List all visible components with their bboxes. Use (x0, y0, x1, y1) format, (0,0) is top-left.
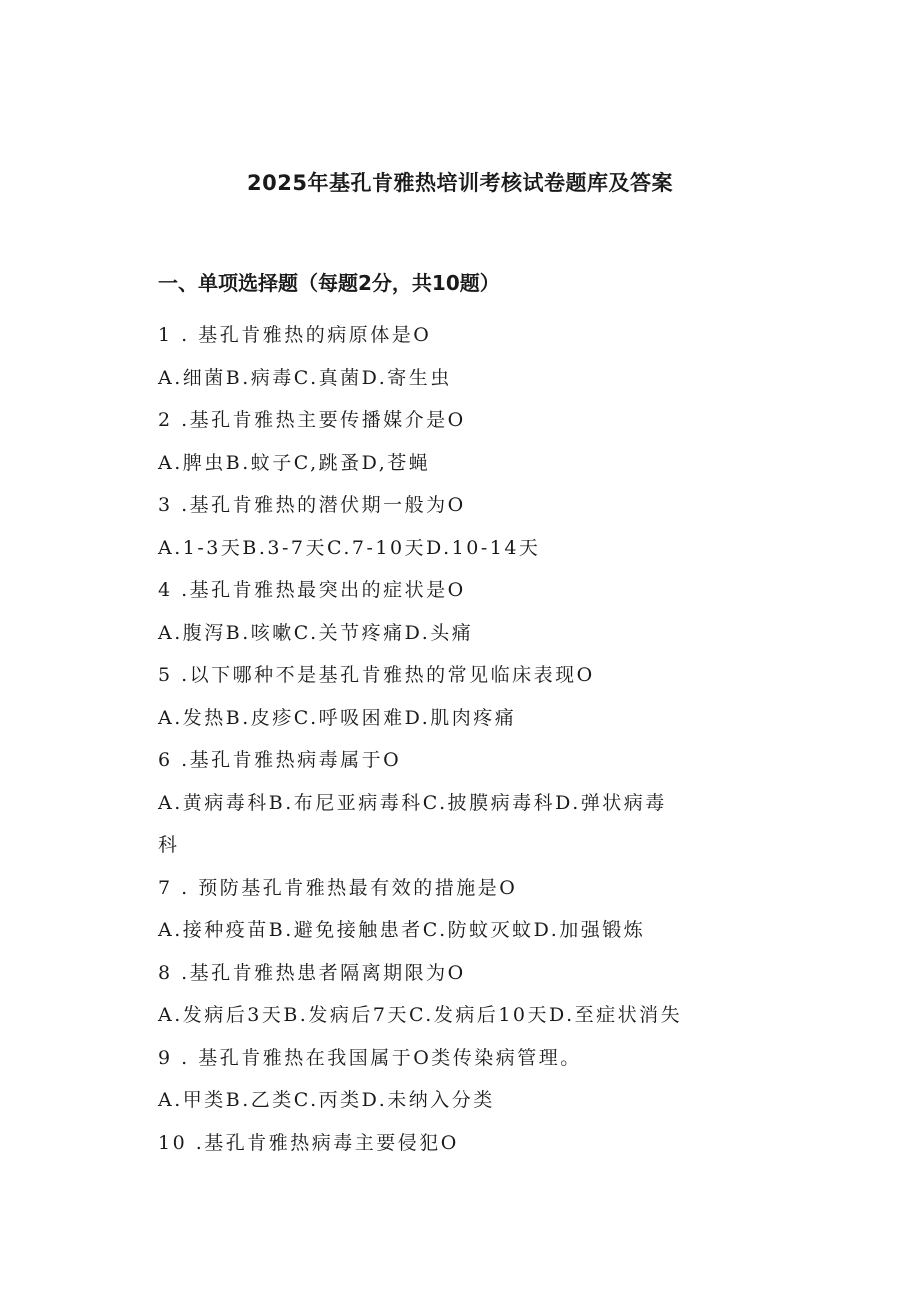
question-item (158, 569, 678, 654)
question-stem: 10 .基孔肯雅热病毒主要侵犯O (158, 1131, 459, 1154)
question-stem: 2 .基孔肯雅热主要传播媒介是O (158, 409, 466, 431)
question-options: A.发病后3天B.发病后7天C.发病后10天D.至症状消失 (158, 1004, 683, 1026)
question-list (158, 314, 683, 1164)
section-heading: 一、单项选择题（每题2分，共10题） (158, 271, 500, 295)
question-item (158, 1122, 678, 1165)
question-item (158, 654, 678, 739)
question-item (158, 1037, 678, 1122)
question-item (158, 952, 683, 1037)
question-item (158, 314, 678, 399)
question-options: A.甲类B.乙类C.丙类D.未纳入分类 (158, 1089, 495, 1111)
question-item (158, 484, 678, 569)
question-item (158, 739, 678, 867)
question-stem: 6 .基孔肯雅热病毒属于O (158, 749, 402, 771)
question-options: A.1-3天B.3-7天C.7-10天D.10-14天 (158, 536, 541, 559)
question-stem: 5 .以下哪种不是基孔肯雅热的常见临床表现O (158, 664, 595, 686)
question-stem: 7 . 预防基孔肯雅热最有效的措施是O (158, 876, 518, 899)
question-options: A.脾虫B.蚊子C,跳蚤D,苍蝇 (158, 451, 431, 474)
question-item (158, 399, 678, 484)
question-options: A.腹泻B.咳嗽C.关节疼痛D.头痛 (158, 621, 474, 644)
question-options: A.发热B.皮疹C.呼吸困难D.肌肉疼痛 (158, 706, 517, 729)
question-stem: 8 .基孔肯雅热患者隔离期限为O (158, 961, 466, 984)
question-stem: 4 .基孔肯雅热最突出的症状是O (158, 579, 466, 601)
question-item (158, 867, 678, 952)
document-title: 2025年基孔肯雅热培训考核试卷题库及答案 (247, 171, 673, 195)
question-options: A.黄病毒科B.布尼亚病毒科C.披膜病毒科D.弹状病毒科 (158, 791, 667, 856)
question-stem: 3 .基孔肯雅热的潜伏期一般为O (158, 494, 466, 516)
question-options: A.接种疫苗B.避免接触患者C.防蚊灭蚊D.加强锻炼 (158, 919, 646, 941)
question-options: A.细菌B.病毒C.真菌D.寄生虫 (158, 366, 452, 389)
question-stem: 1 . 基孔肯雅热的病原体是O (158, 324, 432, 346)
question-stem: 9 . 基孔肯雅热在我国属于O类传染病管理。 (158, 1046, 582, 1069)
